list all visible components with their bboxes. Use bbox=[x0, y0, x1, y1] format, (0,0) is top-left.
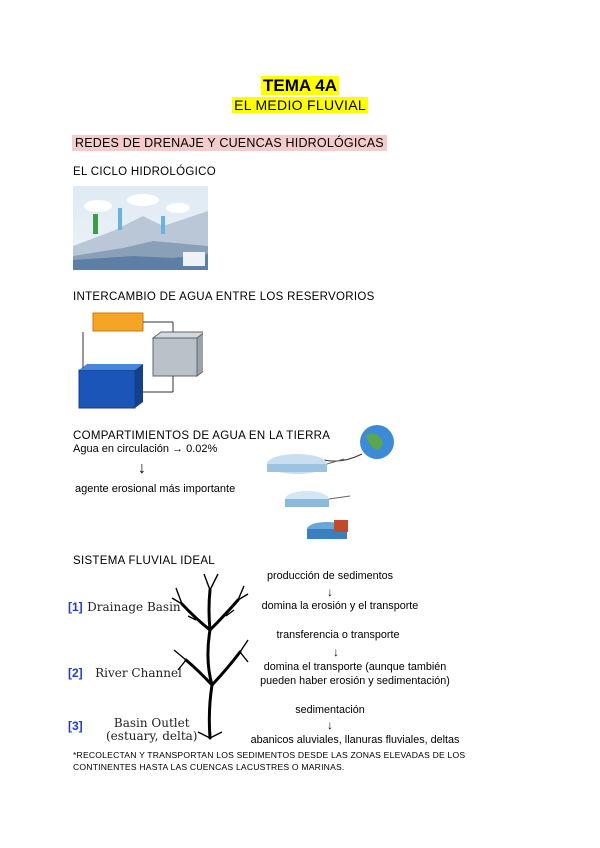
circulation-arrow: ↓ bbox=[138, 460, 146, 477]
footnote-line2: CONTINENTES HASTA LAS CUENCAS LACUSTRES O MARINAS. bbox=[73, 762, 345, 772]
page-title: TEMA 4A bbox=[263, 76, 337, 95]
process-erosion-transport: domina la erosión y el transporte bbox=[261, 600, 419, 612]
hydro-cycle-illustration bbox=[73, 186, 208, 270]
zone-1-number: [1] bbox=[68, 600, 83, 614]
hydro-cycle-label: EL CICLO HIDROLÓGICO bbox=[73, 166, 216, 178]
drainage-tree-illustration bbox=[170, 570, 250, 740]
process-transport-line1: domina el transporte (aunque también bbox=[263, 661, 447, 673]
zone-3-label bbox=[106, 717, 197, 743]
zone-3 bbox=[68, 717, 83, 735]
zone-2-number: [2] bbox=[68, 666, 83, 680]
page-subtitle: EL MEDIO FLUVIAL bbox=[234, 97, 366, 113]
process-transport-dominant bbox=[248, 660, 462, 688]
process-deposits: abanicos aluviales, llanuras fluviales, deltas bbox=[250, 734, 460, 746]
zone-3-label-line2: (estuary, delta) bbox=[106, 729, 198, 743]
process-transfer: transferencia o transporte bbox=[276, 629, 400, 641]
fluvial-system-heading: SISTEMA FLUVIAL IDEAL bbox=[73, 555, 216, 567]
zone-3-label-line1: Basin Outlet bbox=[113, 716, 190, 730]
process-arrow-1: ↓ bbox=[327, 585, 333, 599]
compartments-label: COMPARTIMIENTOS DE AGUA EN LA TIERRA bbox=[73, 430, 331, 442]
reservoir-exchange-diagram bbox=[73, 310, 203, 412]
process-sedimentation: sedimentación bbox=[295, 704, 365, 716]
zone-2-label: River Channel bbox=[95, 666, 182, 680]
zone-1 bbox=[68, 598, 181, 616]
zone-3-number: [3] bbox=[68, 719, 83, 733]
erosive-agent-text: agente erosional más importante bbox=[75, 483, 236, 495]
zone-2 bbox=[68, 664, 182, 682]
circulation-text: Agua en circulación → 0.02% bbox=[73, 443, 218, 455]
exchange-label: INTERCAMBIO DE AGUA ENTRE LOS RESERVORIOS bbox=[73, 291, 375, 303]
process-sediment-production: producción de sedimentos bbox=[266, 570, 394, 582]
zone-1-label: Drainage Basin bbox=[87, 600, 181, 614]
process-arrow-3: ↓ bbox=[327, 718, 333, 732]
water-compartments-diagram bbox=[262, 424, 402, 552]
section-heading-drainage: REDES DE DRENAJE Y CUENCAS HIDROLÓGICAS bbox=[72, 135, 387, 151]
process-arrow-2: ↓ bbox=[333, 645, 339, 659]
footnote bbox=[73, 749, 465, 773]
footnote-line1: *RECOLECTAN Y TRANSPORTAN LOS SEDIMENTOS DESDE LAS ZONAS ELEVADAS DE LOS bbox=[73, 750, 466, 760]
process-transport-line2: pueden haber erosión y sedimentación) bbox=[260, 675, 450, 687]
